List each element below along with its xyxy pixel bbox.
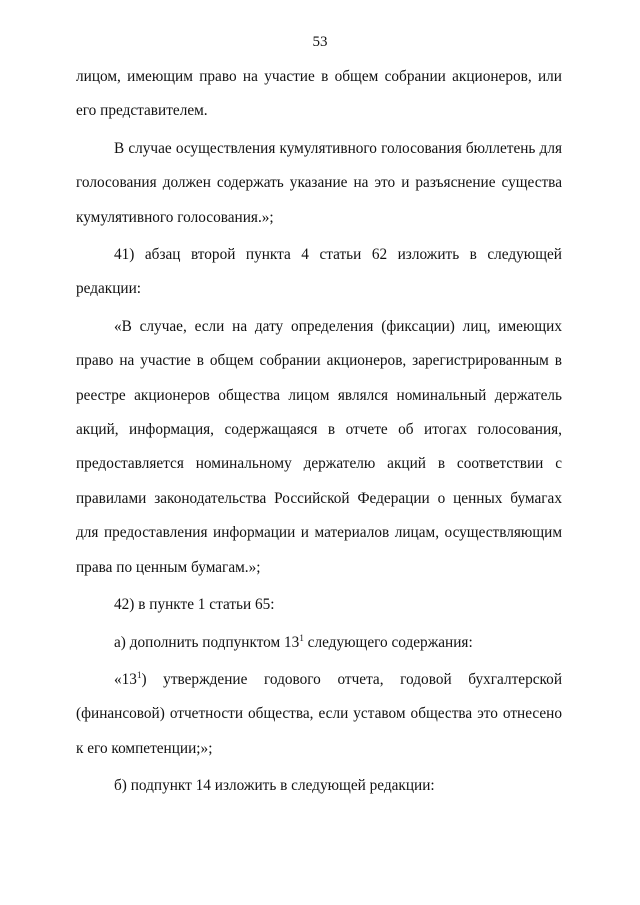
paragraph-nominee-holder: «В случае, если на дату определения (фиксации) лиц, имеющих право на участие в общем собрании акционеров, зарегистрированным в реестре акционеров общества лицом являлся номинальный держатель акций, информация, содержащаяся в отчете об итогах голосования, предоставляется номинальному держателю акций в соответствии с правилами законодательства Российской Федерации о ценных бумагах для предоставления информации и материалов лицам, осуществляющим права по ценным бумагам.»;: [76, 317, 562, 576]
paragraph-subitem-b: б) подпункт 14 изложить в следующей редакции:: [114, 777, 435, 795]
subitem-a-text-start: а) дополнить подпунктом 13: [114, 633, 300, 651]
superscript-marker: 1: [299, 632, 304, 643]
page-number: 53: [312, 34, 328, 50]
paragraph-continuation: лицом, имеющим право на участие в общем собрании акционеров, или его представителем.: [76, 68, 562, 120]
paragraph-item-42: 42) в пункте 1 статьи 65:: [114, 596, 275, 614]
subitem-13-1-text-end: ) утверждение годового отчета, годовой бухгалтерской (финансовой) отчетности общества, если уставом общества это отнесено к его компетенции;»;: [76, 670, 562, 757]
paragraph-cumulative-voting: В случае осуществления кумулятивного голосования бюллетень для голосования должен содержать указание на это и разъяснение существа кумулятивного голосования.»;: [76, 139, 562, 226]
superscript-marker: 1: [136, 669, 142, 680]
subitem-13-1-text-start: «13: [114, 670, 137, 688]
subitem-a-text-end: следующего содержания:: [303, 633, 473, 651]
document-body: [76, 60, 562, 804]
paragraph-subitem-a: [76, 626, 562, 660]
paragraph-item-41: 41) абзац второй пункта 4 статьи 62 изложить в следующей редакции:: [76, 246, 562, 298]
paragraph-subitem-13-1: [76, 663, 562, 766]
